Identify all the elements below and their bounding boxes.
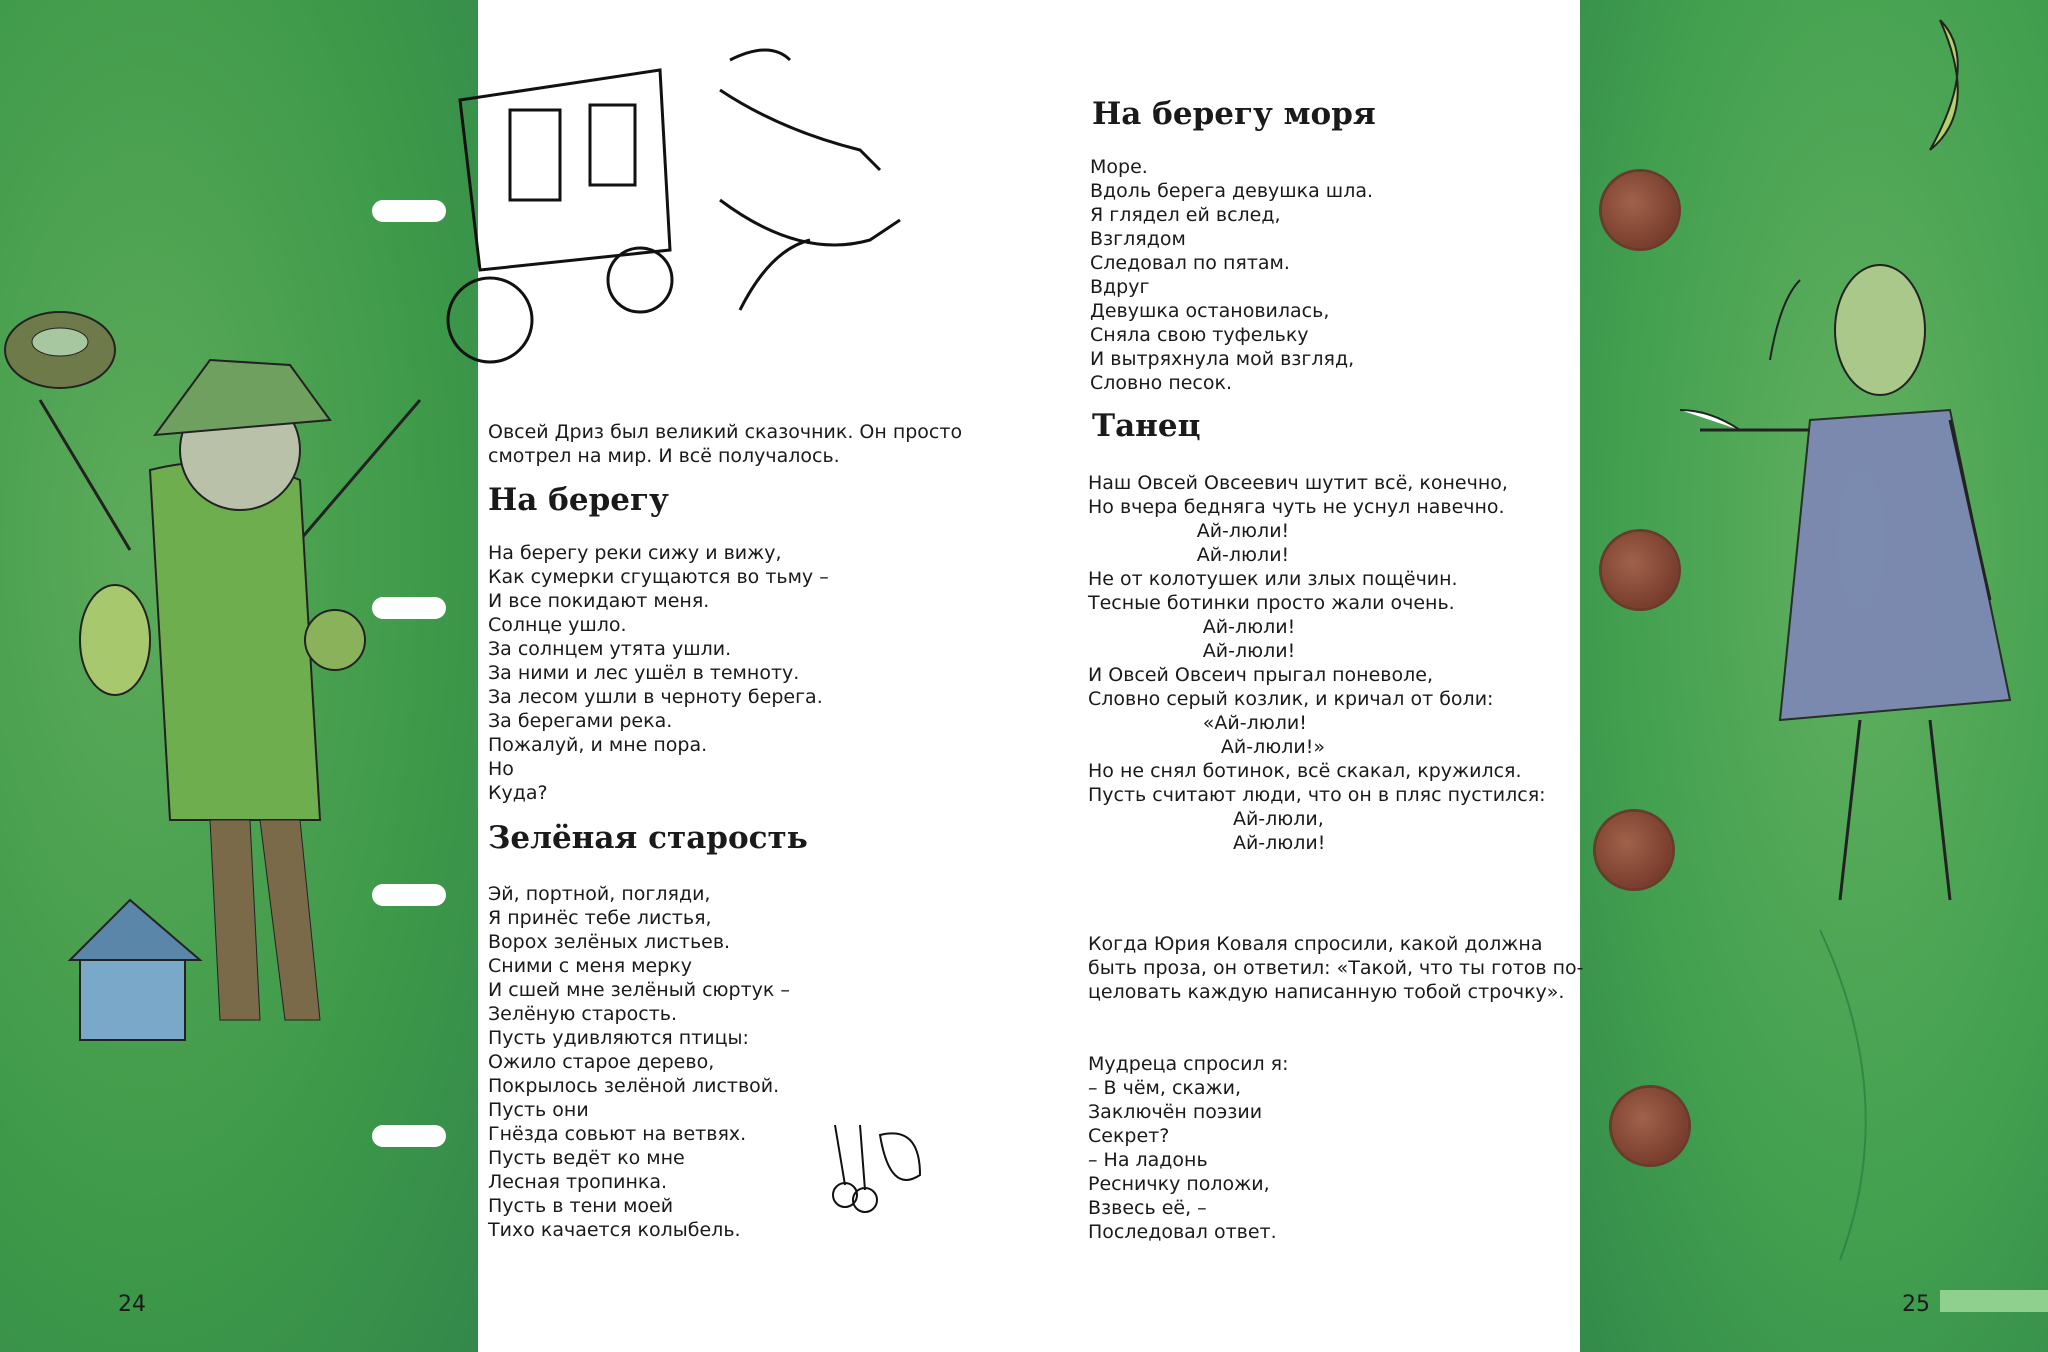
intro-line: смотрел на мир. И всё получалось. [488, 445, 840, 467]
quote-kovalya [1088, 932, 1584, 1004]
page-number-left: 24 [118, 1292, 146, 1317]
poem-line: Словно серый козлик, и кричал от боли: [1088, 688, 1494, 710]
poem-line: Вдруг [1090, 276, 1150, 298]
page-number-right: 25 [1902, 1292, 1930, 1317]
poem-na-beregu [488, 541, 829, 805]
poem-line: Сняла свою туфельку [1090, 324, 1309, 346]
poem-line: Но [488, 758, 514, 780]
poem-line: Тесные ботинки просто жали очень. [1088, 592, 1455, 614]
girl-with-shoe-illustration [1480, 0, 2040, 1320]
poem-na-beregu-morya [1090, 155, 1373, 395]
poem-line: За лесом ушли в черноту берега. [488, 686, 823, 708]
poem-mudretsa [1088, 1052, 1289, 1244]
poem-line: Тихо качается колыбель. [488, 1219, 741, 1241]
poem-line: И вытряхнула мой взгляд, [1090, 348, 1355, 370]
poem-line: Ожило старое дерево, [488, 1051, 715, 1073]
poem-line: Пожалуй, и мне пора. [488, 734, 708, 756]
poem-tanets [1088, 471, 1546, 855]
poem-line: Пусть ведёт ко мне [488, 1147, 685, 1169]
poem-line: Сними с меня мерку [488, 955, 692, 977]
poem-line: Ай-люли! [1088, 616, 1296, 638]
poem-line: И Овсей Овсеич прыгал поневоле, [1088, 664, 1433, 686]
poem-line: Ай-люли! [1088, 832, 1326, 854]
poem-line: И все покидают меня. [488, 590, 710, 612]
poem-line: Заключён поэзии [1088, 1101, 1263, 1123]
poem-line: Море. [1090, 156, 1148, 178]
poem-line: Ресничку положи, [1088, 1173, 1270, 1195]
poem-line: Пусть они [488, 1099, 589, 1121]
poem-line: Пусть в тени моей [488, 1195, 674, 1217]
poem-line: Мудреца спросил я: [1088, 1053, 1289, 1075]
scissors-and-leaf-illustration [810, 1115, 930, 1225]
intro-paragraph [488, 420, 962, 468]
poem-line: Ай-люли, [1088, 808, 1324, 830]
intro-line: Овсей Дриз был великий сказочник. Он просто [488, 421, 963, 443]
quote-line: Когда Юрия Коваля спросили, какой должна [1088, 933, 1543, 955]
poem-line: Взвесь её, – [1088, 1197, 1207, 1219]
poem-line: Ай-люли!» [1088, 736, 1325, 758]
poem-line: Ай-люли! [1088, 640, 1296, 662]
carriage-and-birds-illustration [340, 0, 940, 400]
quote-line: целовать каждую написанную тобой строчку». [1088, 981, 1565, 1003]
poem-line: Я глядел ей вслед, [1090, 204, 1281, 226]
poem-line: Лесная тропинка. [488, 1171, 668, 1193]
poem-zelenaya-starost [488, 882, 790, 1242]
poem-line: Не от колотушек или злых пощёчин. [1088, 568, 1458, 590]
poem-line: – В чём, скажи, [1088, 1077, 1242, 1099]
heading-zelenaya-starost: Зелёная старость [488, 820, 808, 856]
man-with-nest-illustration [0, 280, 470, 1320]
heading-na-beregu: На берегу [488, 482, 669, 518]
poem-line: Гнёзда совьют на ветвях. [488, 1123, 747, 1145]
poem-line: Последовал ответ. [1088, 1221, 1277, 1243]
poem-line: Пусть считают люди, что он в пляс пустился: [1088, 784, 1546, 806]
heading-tanets: Танец [1092, 408, 1201, 444]
poem-line: Но не снял ботинок, всё скакал, кружился. [1088, 760, 1522, 782]
poem-line: Но вчера бедняга чуть не уснул навечно. [1088, 496, 1505, 518]
poem-line: Пусть удивляются птицы: [488, 1027, 749, 1049]
poem-line: Словно песок. [1090, 372, 1233, 394]
poem-line: Ай-люли! [1088, 544, 1290, 566]
poem-line: Взглядом [1090, 228, 1186, 250]
poem-line: Куда? [488, 782, 548, 804]
poem-line: – На ладонь [1088, 1149, 1208, 1171]
poem-line: За ними и лес ушёл в темноту. [488, 662, 800, 684]
poem-line: И сшей мне зелёный сюртук – [488, 979, 790, 1001]
poem-line: Следовал по пятам. [1090, 252, 1290, 274]
poem-line: На берегу реки сижу и вижу, [488, 542, 782, 564]
poem-line: Вдоль берега девушка шла. [1090, 180, 1374, 202]
poem-line: Ай-люли! [1088, 520, 1290, 542]
poem-line: Как сумерки сгущаются во тьму – [488, 566, 829, 588]
poem-line: Покрылось зелёной листвой. [488, 1075, 780, 1097]
poem-line: Девушка остановилась, [1090, 300, 1330, 322]
poem-line: За берегами река. [488, 710, 673, 732]
poem-line: Ворох зелёных листьев. [488, 931, 731, 953]
poem-line: «Ай-люли! [1088, 712, 1307, 734]
poem-line: Секрет? [1088, 1125, 1170, 1147]
poem-line: За солнцем утята ушли. [488, 638, 732, 660]
poem-line: Солнце ушло. [488, 614, 627, 636]
poem-line: Зелёную старость. [488, 1003, 677, 1025]
heading-na-beregu-morya: На берегу моря [1092, 96, 1376, 132]
quote-line: быть проза, он ответил: «Такой, что ты готов по- [1088, 957, 1584, 979]
poem-line: Я принёс тебе листья, [488, 907, 712, 929]
poem-line: Наш Овсей Овсеевич шутит всё, конечно, [1088, 472, 1508, 494]
poem-line: Эй, портной, погляди, [488, 883, 711, 905]
